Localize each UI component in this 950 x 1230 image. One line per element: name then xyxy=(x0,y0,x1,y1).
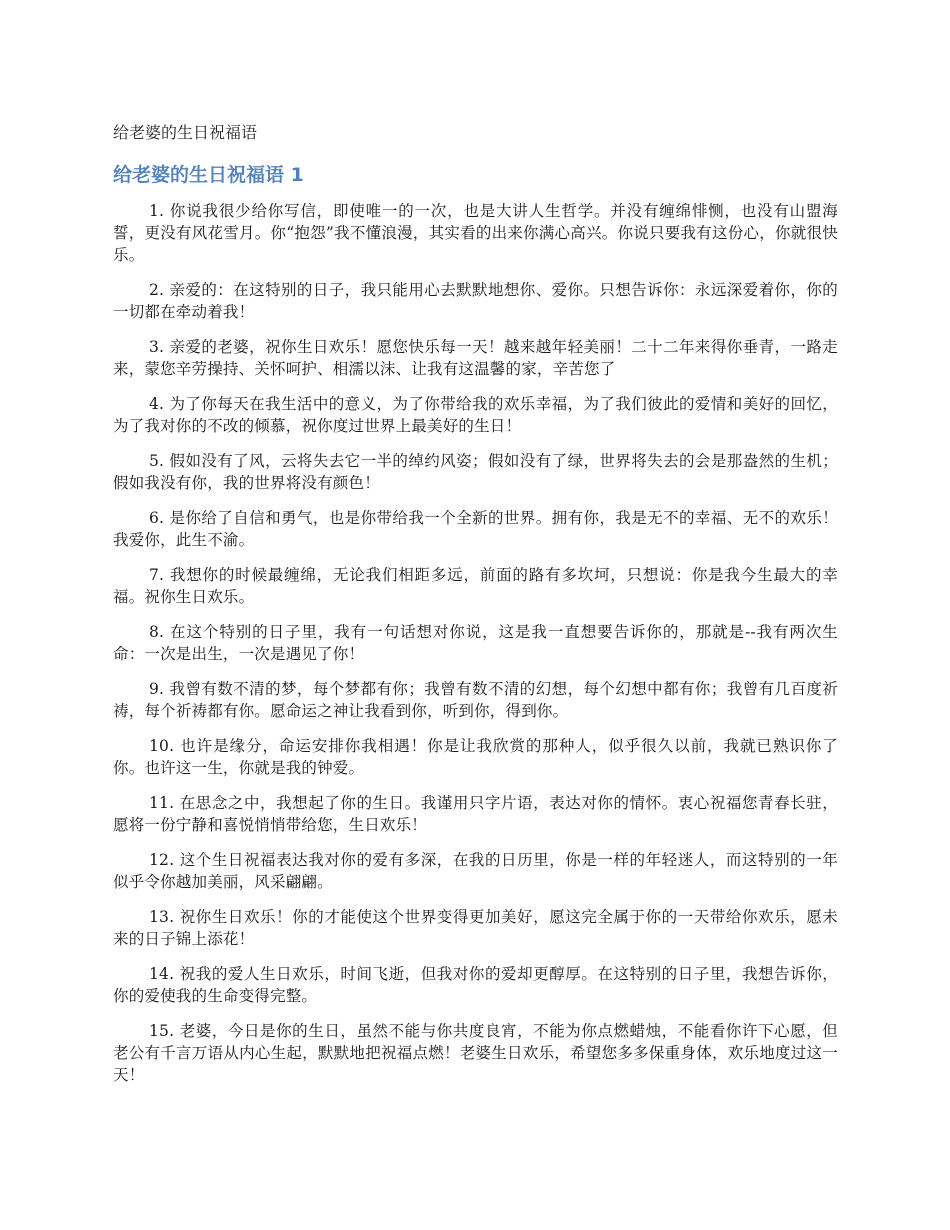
blessing-item-12: 12. 这个生日祝福表达我对你的爱有多深，在我的日历里，你是一样的年轻迷人，而这特别的一年似乎令你越加美丽，风采翩翩。 xyxy=(113,851,838,891)
blessing-item-2: 2. 亲爱的：在这特别的日子，我只能用心去默默地想你、爱你。只想告诉你：永远深爱着你，你的一切都在牵动着我！ xyxy=(113,281,838,321)
document-title: 给老婆的生日祝福语 xyxy=(113,123,258,142)
blessing-item-10: 10. 也许是缘分，命运安排你我相遇！你是让我欣赏的那种人，似乎很久以前，我就已熟识你了你。也许这一生，你就是我的钟爱。 xyxy=(113,737,838,777)
blessing-item-3: 3. 亲爱的老婆，祝你生日欢乐！愿您快乐每一天！越来越年轻美丽！二十二年来得你垂青，一路走来，蒙您辛劳操持、关怀呵护、相濡以沫、让我有这温馨的家，辛苦您了 xyxy=(113,338,838,378)
blessing-list xyxy=(113,200,838,1086)
document-page xyxy=(113,122,838,1099)
blessing-item-8: 8. 在这个特别的日子里，我有一句话想对你说，这是我一直想要告诉你的，那就是--我有两次生命：一次是出生，一次是遇见了你！ xyxy=(113,623,838,663)
blessing-item-7: 7. 我想你的时候最缠绵，无论我们相距多远，前面的路有多坎坷，只想说：你是我今生最大的幸福。祝你生日欢乐。 xyxy=(113,566,838,606)
section-heading: 给老婆的生日祝福语 1 xyxy=(113,164,304,186)
blessing-item-1: 1. 你说我很少给你写信，即使唯一的一次，也是大讲人生哲学。并没有缠绵悱恻，也没有山盟海誓，更没有风花雪月。你“抱怨”我不懂浪漫，其实看的出来你满心高兴。你说只要我有这份心，你就很快乐。 xyxy=(113,202,838,264)
blessing-item-14: 14. 祝我的爱人生日欢乐，时间飞逝，但我对你的爱却更醇厚。在这特别的日子里，我想告诉你，你的爱使我的生命变得完整。 xyxy=(113,965,838,1005)
blessing-item-15: 15. 老婆，今日是你的生日，虽然不能与你共度良宵，不能为你点燃蜡烛，不能看你许下心愿，但老公有千言万语从内心生起，默默地把祝福点燃！老婆生日欢乐，希望您多多保重身体，欢乐地度过这一天！ xyxy=(113,1022,838,1084)
blessing-item-6: 6. 是你给了自信和勇气，也是你带给我一个全新的世界。拥有你，我是无不的幸福、无不的欢乐！我爱你，此生不渝。 xyxy=(113,509,838,549)
blessing-item-11: 11. 在思念之中，我想起了你的生日。我谨用只字片语，表达对你的情怀。衷心祝福您青春长驻，愿将一份宁静和喜悦悄悄带给您，生日欢乐！ xyxy=(113,794,838,834)
blessing-item-5: 5. 假如没有了风，云将失去它一半的绰约风姿；假如没有了绿，世界将失去的会是那盎然的生机；假如我没有你，我的世界将没有颜色！ xyxy=(113,452,838,492)
blessing-item-4: 4. 为了你每天在我生活中的意义，为了你带给我的欢乐幸福，为了我们彼此的爱情和美好的回忆，为了我对你的不改的倾慕，祝你度过世界上最美好的生日！ xyxy=(113,395,838,435)
blessing-item-13: 13. 祝你生日欢乐！你的才能使这个世界变得更加美好，愿这完全属于你的一天带给你欢乐，愿未来的日子锦上添花！ xyxy=(113,908,838,948)
blessing-item-9: 9. 我曾有数不清的梦，每个梦都有你；我曾有数不清的幻想，每个幻想中都有你；我曾有几百度祈祷，每个祈祷都有你。愿命运之神让我看到你，听到你，得到你。 xyxy=(113,680,838,720)
